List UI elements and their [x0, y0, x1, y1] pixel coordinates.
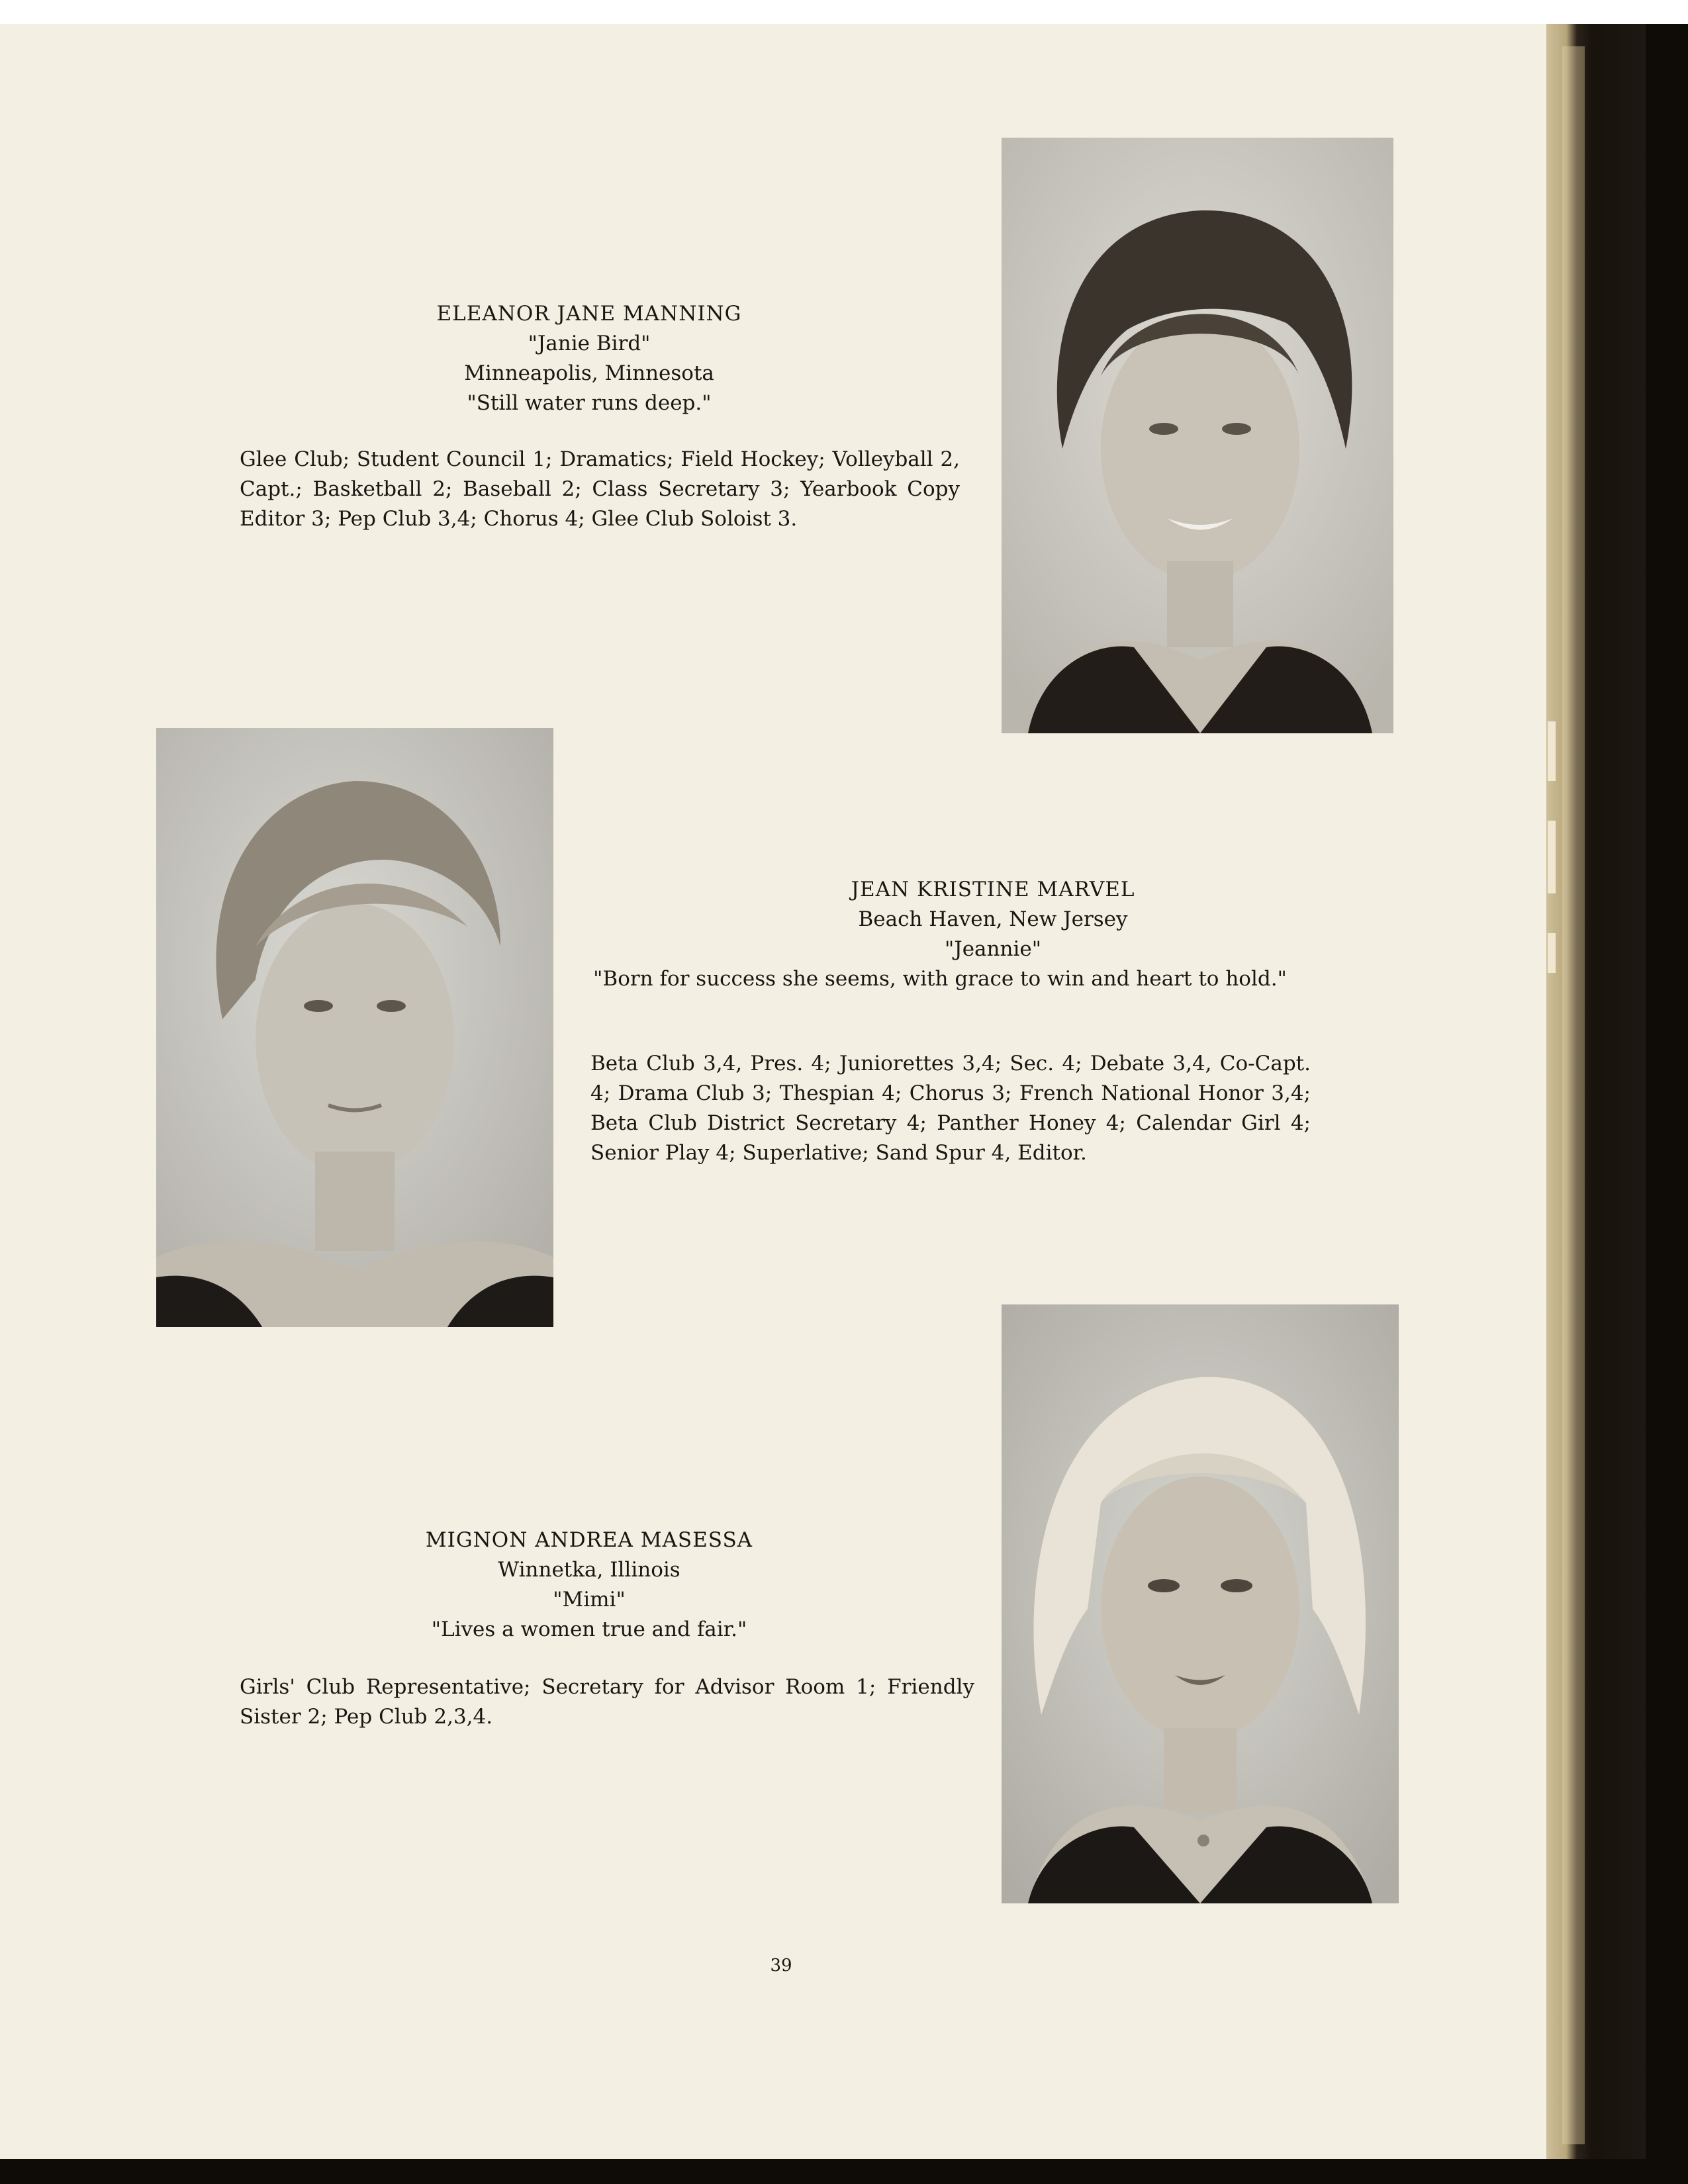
scan-border-bottom: [0, 2159, 1688, 2184]
senior-quote: "Born for success she seems, with grace to win and heart to hold.": [593, 967, 1287, 991]
senior-hometown: Beach Haven, New Jersey: [858, 907, 1128, 931]
senior-name: MIGNON ANDREA MASESSA: [425, 1528, 753, 1552]
senior-activities: Glee Club; Student Council 1; Dramatics; Field Hockey; Volleyball 2, Capt.; Basketball 2; Baseball 2; Class Secretary 3; Yearbook Copy Editor 3; Pep Club 3,4; Chorus 4; Glee Club Soloist 3.: [240, 447, 960, 531]
senior-entry-header: [695, 875, 1291, 964]
spine-mark: [1548, 821, 1556, 893]
senior-nickname: "Mimi": [553, 1588, 626, 1612]
senior-hometown: Winnetka, Illinois: [498, 1558, 680, 1582]
page-number: 39: [770, 1956, 792, 1976]
senior-activities: Girls' Club Representative; Secretary for Advisor Room 1; Friendly Sister 2; Pep Club 2,3,4.: [240, 1675, 974, 1729]
senior-entry-header: [371, 1525, 808, 1645]
senior-activities: Beta Club 3,4, Pres. 4; Juniorettes 3,4; Sec. 4; Debate 3,4, Co-Capt. 4; Drama Club 3; Thespian 4; Chorus 3; French National Honor 3,4; Beta Club District Secretary 4; Panther Honey 4; Calendar Girl 4; Senior Play 4; Superlative; Sand Spur 4, Editor.: [590, 1052, 1311, 1165]
spine-edge: [1562, 46, 1585, 2144]
portrait-photo-manning: [1002, 138, 1393, 733]
senior-quote: "Still water runs deep.": [467, 391, 712, 415]
senior-entry-header: [371, 299, 808, 418]
senior-quote: "Lives a women true and fair.": [431, 1617, 747, 1641]
spine-mark: [1548, 721, 1556, 781]
spine-mark: [1548, 933, 1556, 973]
scan-border-right: [1646, 24, 1688, 2184]
portrait-photo-masessa: [1002, 1304, 1399, 1903]
senior-nickname: "Jeannie": [945, 937, 1041, 961]
senior-name: ELEANOR JANE MANNING: [436, 302, 742, 326]
book-spine: [1546, 24, 1646, 2184]
senior-nickname: "Janie Bird": [528, 332, 651, 355]
senior-name: JEAN KRISTINE MARVEL: [851, 878, 1135, 901]
portrait-photo-marvel: [156, 728, 553, 1327]
senior-hometown: Minneapolis, Minnesota: [464, 361, 714, 385]
